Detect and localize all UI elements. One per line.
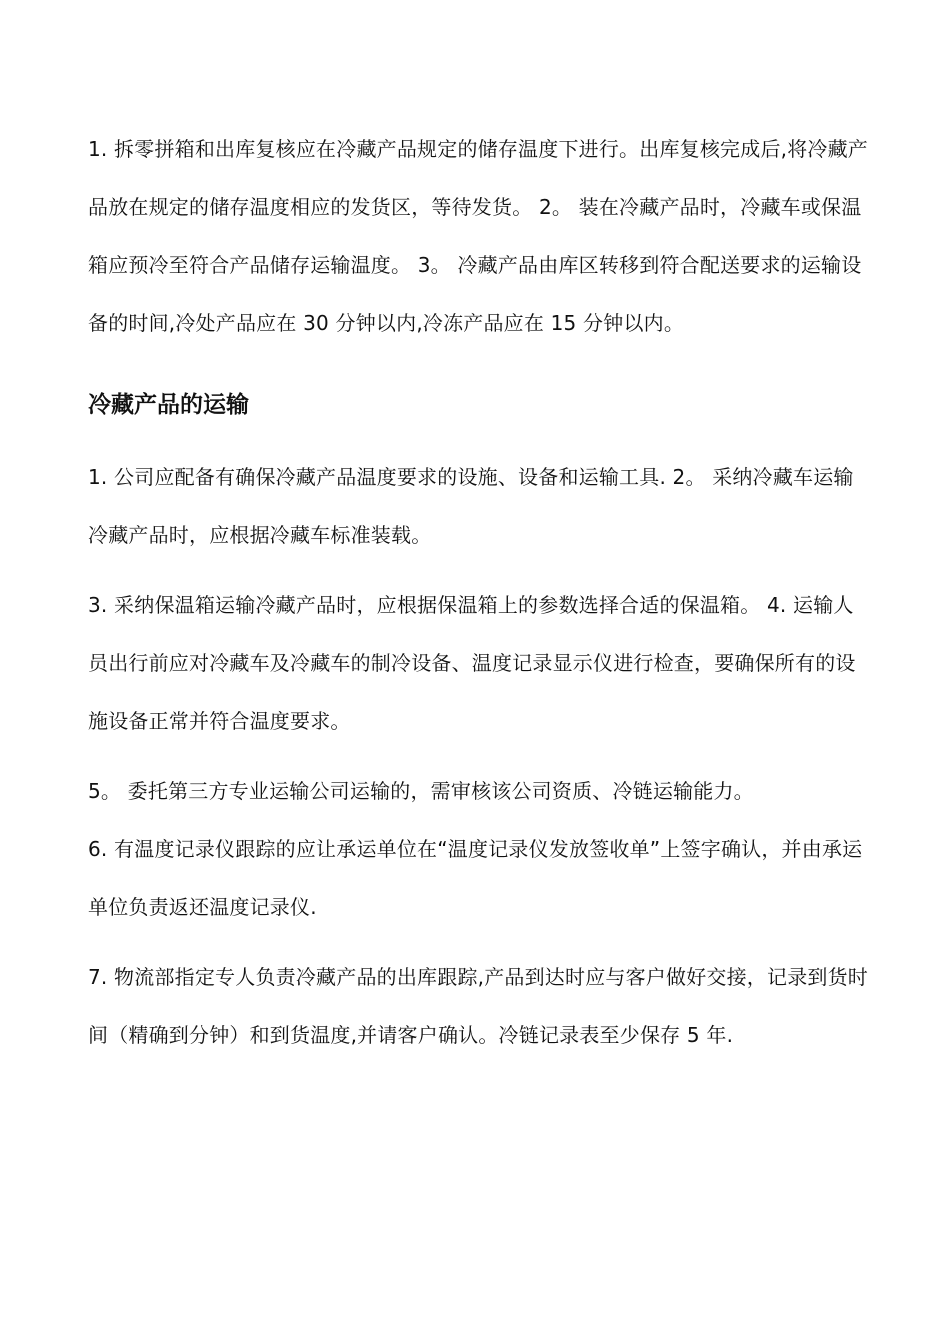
document-body [88,120,868,1064]
paragraph-third-party: 5。 委托第三方专业运输公司运输的，需审核该公司资质、冷链运输能力。 [88,779,754,803]
paragraph-equipment: 1. 公司应配备有确保冷藏产品温度要求的设施、设备和运输工具. 2。 采纳冷藏车运输冷藏产品时，应根据冷藏车标准装载。 [88,465,854,547]
section-heading-transport: 冷藏产品的运输 [88,392,249,418]
paragraph-logistics-tracking: 7. 物流部指定专人负责冷藏产品的出库跟踪,产品到达时应与客户做好交接，记录到货时间（精确到分钟）和到货温度,并请客户确认。冷链记录表至少保存 5 年. [88,965,868,1047]
paragraph-temperature-recorder: 6. 有温度记录仪跟踪的应让承运单位在“温度记录仪发放签收单”上签字确认，并由承运单位负责返还温度记录仪. [88,837,863,919]
paragraph-outbound-review: 1. 拆零拼箱和出库复核应在冷藏产品规定的储存温度下进行。出库复核完成后,将冷藏产品放在规定的储存温度相应的发货区，等待发货。 2。 装在冷藏产品时，冷藏车或保温箱应预冷至符合产品储存运输温度。 3。 冷藏产品由库区转移到符合配送要求的运输设备的时间,冷处产品应在 30 分钟以内,冷冻产品应在 15 分钟以内。 [88,137,868,335]
paragraph-insulated-box: 3. 采纳保温箱运输冷藏产品时，应根据保温箱上的参数选择合适的保温箱。 4. 运输人员出行前应对冷藏车及冷藏车的制冷设备、温度记录显示仪进行检查，要确保所有的设施设备正常并符合温度要求。 [88,593,856,733]
